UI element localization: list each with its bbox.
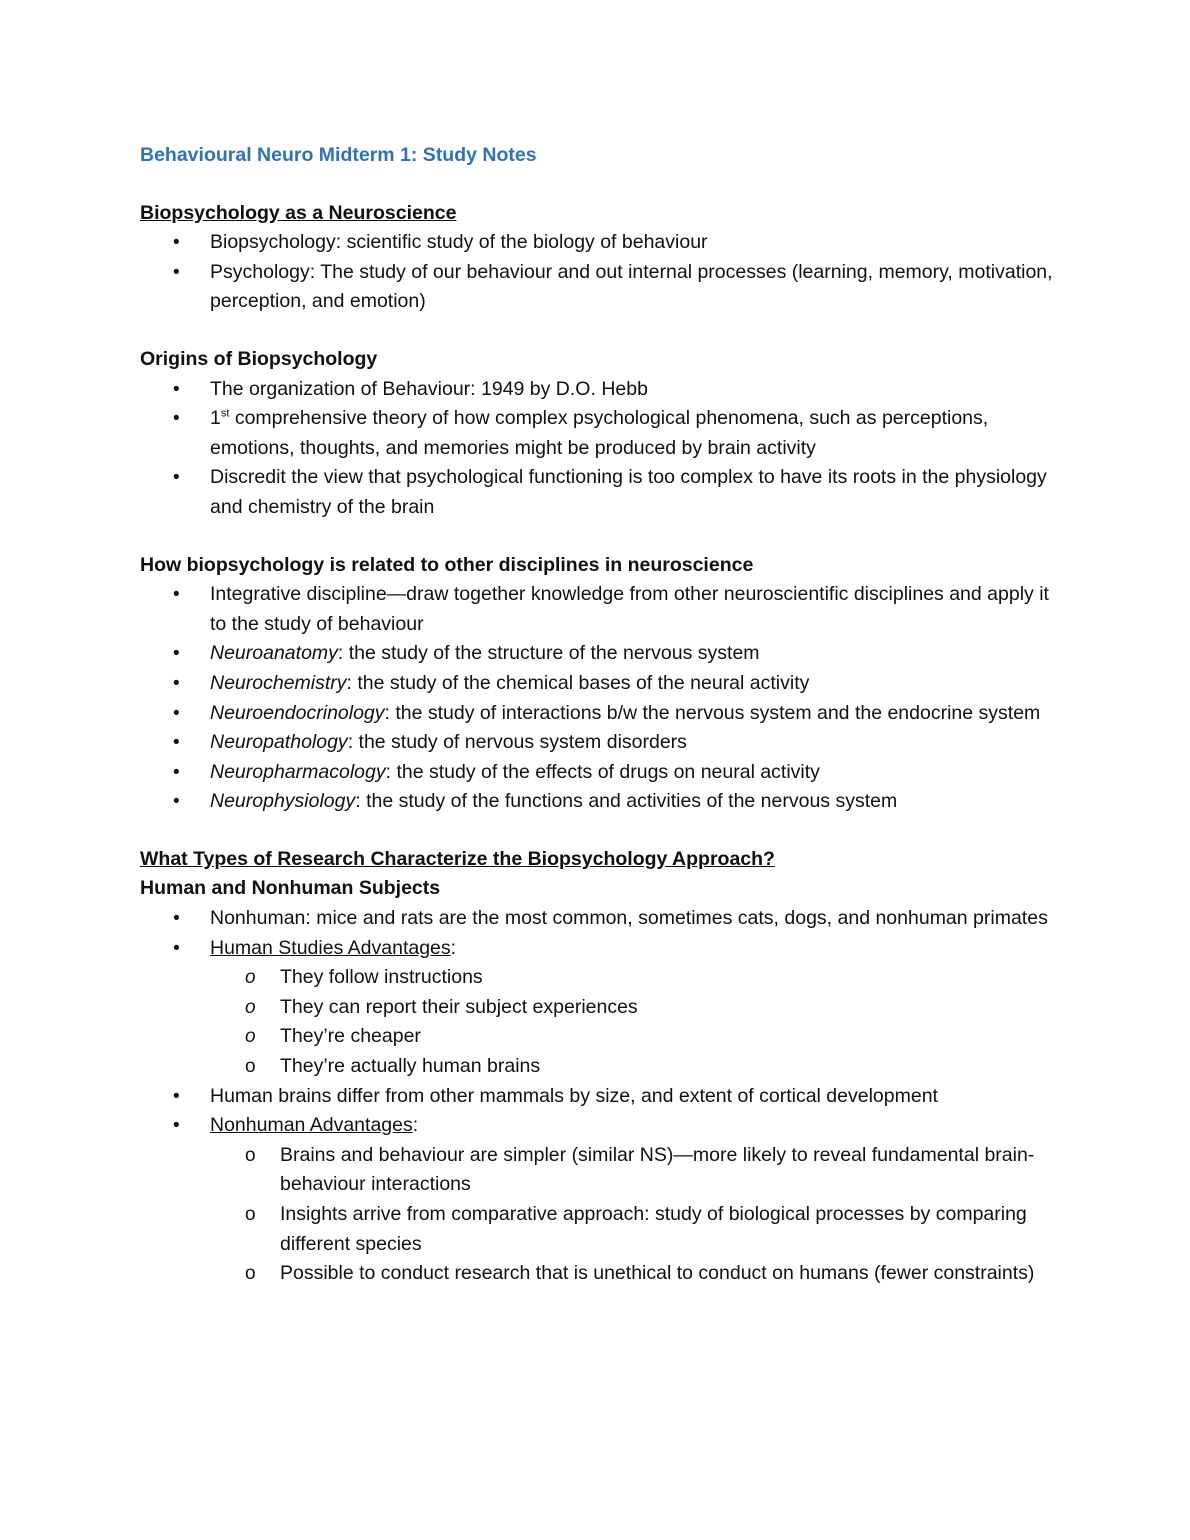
- bullet-icon: •: [173, 937, 180, 959]
- bullet-list: [140, 904, 1060, 1289]
- section-heading-research-types: What Types of Research Characterize the Biopsychology Approach?: [140, 847, 775, 870]
- term: Neuroendocrinology: [210, 701, 385, 724]
- nonhuman-advantages-label: Nonhuman Advantages: [210, 1114, 413, 1137]
- list-item: • 1st comprehensive theory of how complex psychological phenomena, such as perceptions, emotions, thoughts, and memories might be produced by brain activity: [140, 404, 1060, 463]
- list-item: • Neurochemistry: the study of the chemical bases of the neural activity: [140, 669, 1060, 699]
- circle-bullet-icon: o: [245, 967, 256, 989]
- list-item: • Neuroendocrinology: the study of interactions b/w the nervous system and the endocrine system: [140, 699, 1060, 729]
- circle-bullet-icon: o: [245, 1026, 256, 1048]
- bullet-icon: •: [173, 1115, 180, 1137]
- sub-list-item: o Insights arrive from comparative approach: study of biological processes by comparing different species: [210, 1200, 1060, 1259]
- sub-list-item: o Possible to conduct research that is unethical to conduct on humans (fewer constraints): [210, 1259, 1060, 1289]
- list-item: • The organization of Behaviour: 1949 by D.O. Hebb: [140, 375, 1060, 405]
- bullet-icon: •: [173, 732, 180, 754]
- section-heading-origins: Origins of Biopsychology: [140, 347, 378, 370]
- list-item: • Biopsychology: scientific study of the biology of behaviour: [140, 228, 1060, 258]
- term: Neurochemistry: [210, 671, 347, 694]
- list-item: • Nonhuman Advantages: o Brains and behaviour are simpler (similar NS)—more likely to reveal fundamental brain-behaviour interactions o Insights arrive from comparative approach: study of biological processes by comparing different species o Possible to conduct research that is unethical to conduct on humans (fewer constraints): [140, 1111, 1060, 1289]
- circle-bullet-icon: o: [245, 1263, 256, 1285]
- human-advantages-label: Human Studies Advantages: [210, 936, 451, 959]
- section-heading-disciplines: How biopsychology is related to other disciplines in neuroscience: [140, 553, 754, 576]
- bullet-icon: •: [173, 584, 180, 606]
- circle-bullet-icon: o: [245, 1144, 256, 1166]
- term: Neuropharmacology: [210, 760, 386, 783]
- term: Neuroanatomy: [210, 642, 338, 665]
- circle-bullet-icon: o: [245, 1056, 256, 1078]
- bullet-icon: •: [173, 672, 180, 694]
- bullet-icon: •: [173, 261, 180, 283]
- sub-list-item: o They’re cheaper: [210, 1022, 1060, 1052]
- bullet-icon: •: [173, 643, 180, 665]
- circle-bullet-icon: o: [245, 996, 256, 1018]
- subheading-subjects: Human and Nonhuman Subjects: [140, 877, 441, 900]
- list-item: • Neuropharmacology: the study of the effects of drugs on neural activity: [140, 758, 1060, 788]
- list-item: • Discredit the view that psychological functioning is too complex to have its roots in the physiology and chemistry of the brain: [140, 463, 1060, 522]
- term: Neuropathology: [210, 731, 348, 754]
- term: Neurophysiology: [210, 790, 356, 813]
- bullet-icon: •: [173, 1085, 180, 1107]
- bullet-icon: •: [173, 761, 180, 783]
- bullet-list: [140, 580, 1060, 817]
- sub-list-item: o They’re actually human brains: [210, 1052, 1060, 1082]
- list-item: • Neuropathology: the study of nervous system disorders: [140, 728, 1060, 758]
- bullet-icon: •: [173, 408, 180, 430]
- page-title: Behavioural Neuro Midterm 1: Study Notes: [140, 144, 537, 166]
- bullet-icon: •: [173, 467, 180, 489]
- sub-list-item: o They can report their subject experiences: [210, 993, 1060, 1023]
- bullet-list: [140, 228, 1060, 317]
- list-item: • Neurophysiology: the study of the functions and activities of the nervous system: [140, 787, 1060, 817]
- sub-list: [210, 1141, 1060, 1289]
- sub-list: [210, 963, 1060, 1081]
- bullet-icon: •: [173, 702, 180, 724]
- bullet-icon: •: [173, 378, 180, 400]
- section-heading-biopsychology: Biopsychology as a Neuroscience: [140, 201, 457, 224]
- list-item: • Neuroanatomy: the study of the structure of the nervous system: [140, 639, 1060, 669]
- bullet-list: [140, 375, 1060, 523]
- sub-list-item: o Brains and behaviour are simpler (similar NS)—more likely to reveal fundamental brain-behaviour interactions: [210, 1141, 1060, 1200]
- bullet-icon: •: [173, 908, 180, 930]
- list-item: • Nonhuman: mice and rats are the most common, sometimes cats, dogs, and nonhuman primates: [140, 904, 1060, 934]
- list-item: • Psychology: The study of our behaviour and out internal processes (learning, memory, motivation, perception, and emotion): [140, 258, 1060, 317]
- list-item: • Human Studies Advantages: o They follow instructions o They can report their subject experiences o They’re cheaper o They’re actually human brains: [140, 934, 1060, 1082]
- bullet-icon: •: [173, 791, 180, 813]
- circle-bullet-icon: o: [245, 1204, 256, 1225]
- list-item: • Integrative discipline—draw together knowledge from other neuroscientific disciplines and apply it to the study of behaviour: [140, 580, 1060, 639]
- sub-list-item: o They follow instructions: [210, 963, 1060, 993]
- list-item: • Human brains differ from other mammals by size, and extent of cortical development: [140, 1082, 1060, 1112]
- bullet-icon: •: [173, 232, 180, 254]
- document-page: [140, 141, 1060, 1289]
